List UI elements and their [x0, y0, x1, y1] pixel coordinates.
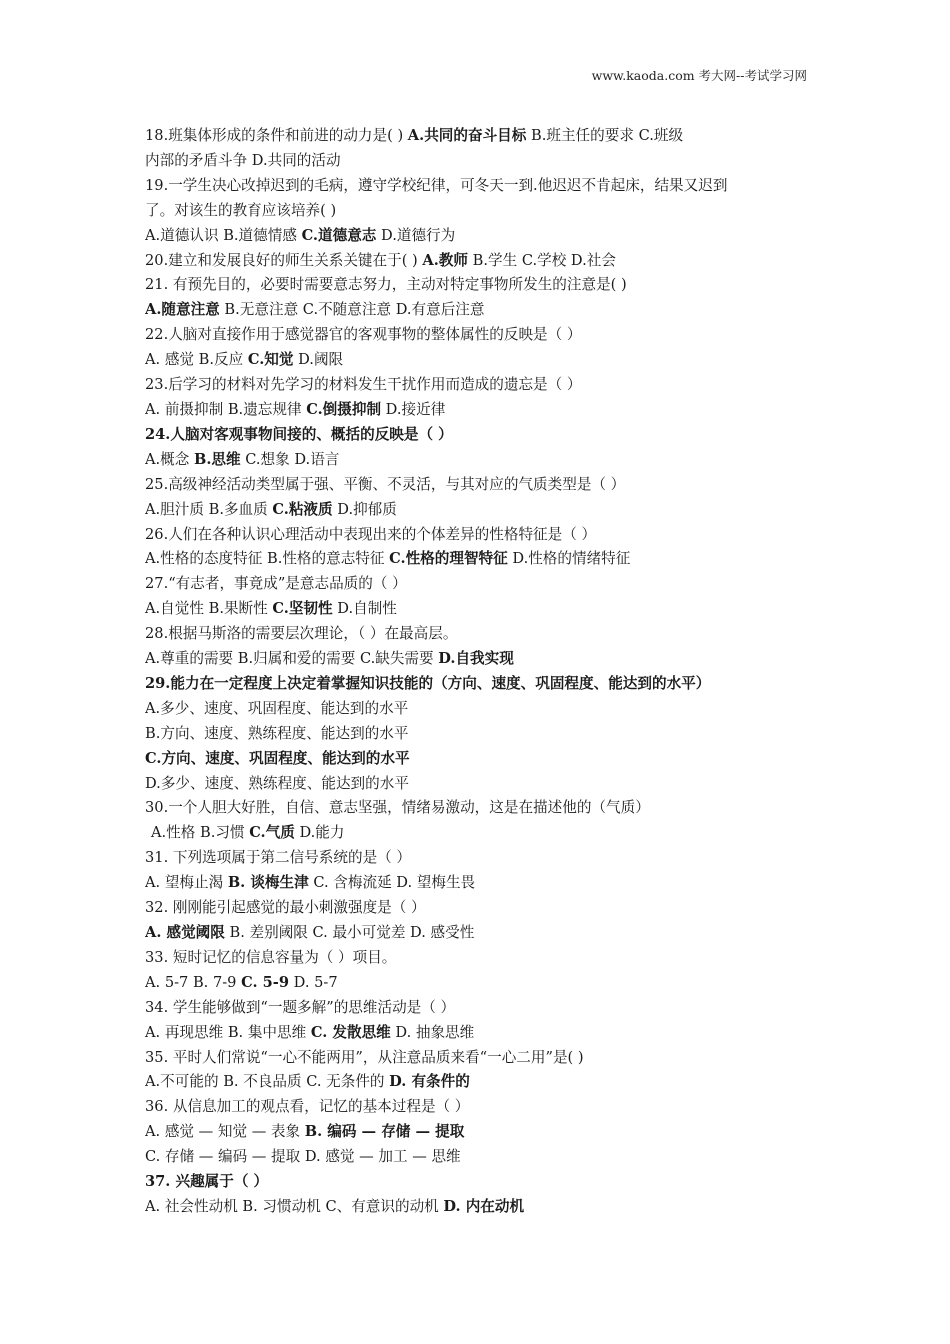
text-line: [145, 672, 813, 697]
answer-text: C. 5-9: [241, 973, 289, 991]
answer-text: C.倒摄抑制: [306, 400, 382, 418]
text-line: [145, 199, 813, 224]
text-line: [145, 1120, 813, 1145]
question-text: C. 含梅流延 D. 望梅生畏: [308, 874, 476, 892]
answer-text: D. 内在动机: [443, 1197, 525, 1215]
document-body: [145, 124, 813, 1220]
question-text: D.性格的情绪特征: [507, 550, 631, 568]
question-text: A.尊重的需要 B.归属和爱的需要 C.缺失需要: [145, 650, 439, 668]
text-line: [145, 821, 813, 846]
answer-text: A. 感觉阈限: [145, 924, 225, 941]
question-text: 内部的矛盾斗争 D.共同的活动: [145, 151, 341, 169]
question-text: 19.一学生决心改掉迟到的毛病，遵守学校纪律，可冬天一到.他迟迟不肯起床，结果又迟到: [145, 176, 728, 194]
answer-text: 29.能力在一定程度上决定着掌握知识技能的（方向、速度、巩固程度、能达到的水平）: [145, 674, 711, 692]
text-line: [145, 348, 813, 373]
text-line: [145, 1021, 813, 1046]
text-line: [145, 622, 813, 647]
text-line: [145, 996, 813, 1021]
question-text: D.抑郁质: [332, 500, 397, 518]
question-text: D.道德行为: [376, 226, 456, 244]
text-line: [145, 249, 813, 274]
answer-text: B. 谈梅生津: [227, 874, 309, 892]
question-text: D. 5-7: [289, 973, 338, 991]
answer-text: C. 发散思维: [310, 1023, 391, 1041]
question-text: A.胆汁质 B.多血质: [145, 500, 273, 518]
question-text: 35. 平时人们常说“一心不能两用”，从注意品质来看“一心二用”是( ): [145, 1048, 584, 1066]
question-text: A. 望梅止渴: [145, 874, 228, 892]
answer-text: D.自我实现: [438, 650, 514, 668]
question-text: C.想象 D.语言: [240, 450, 340, 468]
question-text: D.自制性: [332, 600, 397, 618]
text-line: [145, 448, 813, 473]
question-text: 21. 有预先目的，必要时需要意志努力，主动对特定事物所发生的注意是( ): [145, 276, 627, 294]
question-text: 28.根据马斯洛的需要层次理论，（ ）在最高层。: [145, 625, 458, 643]
page-header: www.kaoda.com 考大网--考试学习网: [591, 68, 807, 83]
text-line: [145, 1170, 813, 1195]
text-line: [145, 498, 813, 523]
text-line: [145, 796, 813, 821]
answer-text: A.随意注意: [145, 301, 220, 319]
text-line: [145, 722, 813, 747]
question-text: A. 感觉 B.反应: [145, 351, 248, 369]
question-text: B.无意注意 C.不随意注意 D.有意后注意: [219, 301, 485, 319]
text-line: [145, 572, 813, 597]
question-text: 18.班集体形成的条件和前进的动力是( ): [145, 127, 408, 144]
answer-text: C.道德意志: [301, 226, 377, 244]
question-text: A.道德认识 B.道德情感: [145, 226, 302, 244]
text-line: [145, 373, 813, 398]
question-text: A. 社会性动机 B. 习惯动机 C、有意识的动机: [145, 1197, 444, 1215]
question-text: D.多少、速度、熟练程度、能达到的水平: [145, 774, 409, 792]
question-text: 31. 下列选项属于第二信号系统的是（ ）: [145, 849, 411, 867]
text-line: [145, 273, 813, 298]
question-text: 26.人们在各种认识心理活动中表现出来的个体差异的性格特征是（ ）: [145, 525, 597, 543]
question-text: D.能力: [294, 824, 345, 842]
text-line: [145, 921, 813, 946]
question-text: 34. 学生能够做到“一题多解”的思维活动是（ ）: [145, 998, 456, 1016]
answer-text: C.知觉: [247, 351, 294, 369]
question-text: A.性格 B.习惯: [151, 824, 250, 842]
question-text: A.性格的态度特征 B.性格的意志特征: [145, 550, 390, 568]
question-text: 了。对该生的教育应该培养( ): [145, 201, 337, 219]
text-line: [145, 1195, 813, 1220]
text-line: [145, 971, 813, 996]
text-line: [145, 298, 813, 323]
question-text: A.自觉性 B.果断性: [145, 600, 273, 618]
text-line: [145, 1145, 813, 1170]
question-text: A.不可能的 B. 不良品质 C. 无条件的: [145, 1073, 390, 1091]
answer-text: A.共同的奋斗目标: [407, 127, 527, 144]
question-text: 33. 短时记忆的信息容量为（ ）项目。: [145, 948, 397, 966]
question-text: B.方向、速度、熟练程度、能达到的水平: [145, 724, 409, 742]
question-text: 32. 刚刚能引起感觉的最小刺激强度是（ ）: [145, 899, 426, 917]
answer-text: D. 有条件的: [389, 1073, 470, 1091]
text-line: [145, 523, 813, 548]
text-line: [145, 1095, 813, 1120]
question-text: 22.人脑对直接作用于感觉器官的客观事物的整体属性的反映是（ ）: [145, 326, 582, 344]
answer-text: C.粘液质: [272, 500, 333, 518]
question-text: 27.“有志者，事竟成”是意志品质的（ ）: [145, 575, 407, 593]
text-line: [145, 323, 813, 348]
text-line: [145, 1046, 813, 1071]
text-line: [145, 149, 813, 174]
answer-text: 24.人脑对客观事物间接的、概括的反映是（ ）: [145, 425, 453, 443]
question-text: A. 再现思维 B. 集中思维: [145, 1023, 311, 1041]
text-line: [145, 547, 813, 572]
text-line: [145, 697, 813, 722]
text-line: [145, 1070, 813, 1095]
text-line: [145, 224, 813, 249]
question-text: D.阈限: [293, 351, 344, 369]
question-text: 20.建立和发展良好的师生关系关键在于( ): [145, 251, 423, 269]
text-line: [145, 398, 813, 423]
text-line: [145, 747, 813, 772]
question-text: C. 存储 — 编码 — 提取 D. 感觉 — 加工 — 思维: [145, 1148, 461, 1166]
question-text: B. 差别阈限 C. 最小可觉差 D. 感受性: [224, 924, 475, 941]
answer-text: B.思维: [194, 450, 241, 468]
answer-text: 37. 兴趣属于（ ）: [145, 1173, 269, 1191]
text-line: [145, 597, 813, 622]
answer-text: C.气质: [249, 824, 295, 842]
question-text: D.接近律: [381, 400, 446, 418]
text-line: [145, 124, 813, 149]
answer-text: A.教师: [422, 251, 468, 269]
question-text: B.学生 C.学校 D.社会: [467, 251, 616, 269]
text-line: [145, 174, 813, 199]
answer-text: C.方向、速度、巩固程度、能达到的水平: [145, 749, 410, 767]
answer-text: C.性格的理智特征: [389, 550, 508, 568]
answer-text: C.坚韧性: [272, 600, 333, 618]
question-text: 36. 从信息加工的观点看，记忆的基本过程是（ ）: [145, 1098, 470, 1116]
question-text: A.多少、速度、巩固程度、能达到的水平: [145, 699, 409, 717]
question-text: D. 抽象思维: [390, 1023, 475, 1041]
text-line: [145, 896, 813, 921]
question-text: A. 前摄抑制 B.遗忘规律: [145, 400, 307, 418]
text-line: [145, 647, 813, 672]
question-text: 30.一个人胆大好胜，自信、意志坚强，情绪易激动，这是在描述他的（气质）: [145, 799, 650, 817]
question-text: A. 5-7 B. 7-9: [145, 973, 242, 991]
text-line: [145, 772, 813, 797]
question-text: B.班主任的要求 C.班级: [526, 127, 684, 144]
answer-text: B. 编码 — 存储 — 提取: [304, 1123, 465, 1141]
question-text: 25.高级神经活动类型属于强、平衡、不灵活，与其对应的气质类型是（ ）: [145, 475, 626, 493]
text-line: [145, 871, 813, 896]
text-line: [145, 473, 813, 498]
question-text: A.概念: [145, 450, 195, 468]
text-line: [145, 423, 813, 448]
question-text: A. 感觉 — 知觉 — 表象: [145, 1123, 305, 1141]
text-line: [145, 946, 813, 971]
text-line: [145, 846, 813, 871]
question-text: 23.后学习的材料对先学习的材料发生干扰作用而造成的遗忘是（ ）: [145, 376, 582, 394]
